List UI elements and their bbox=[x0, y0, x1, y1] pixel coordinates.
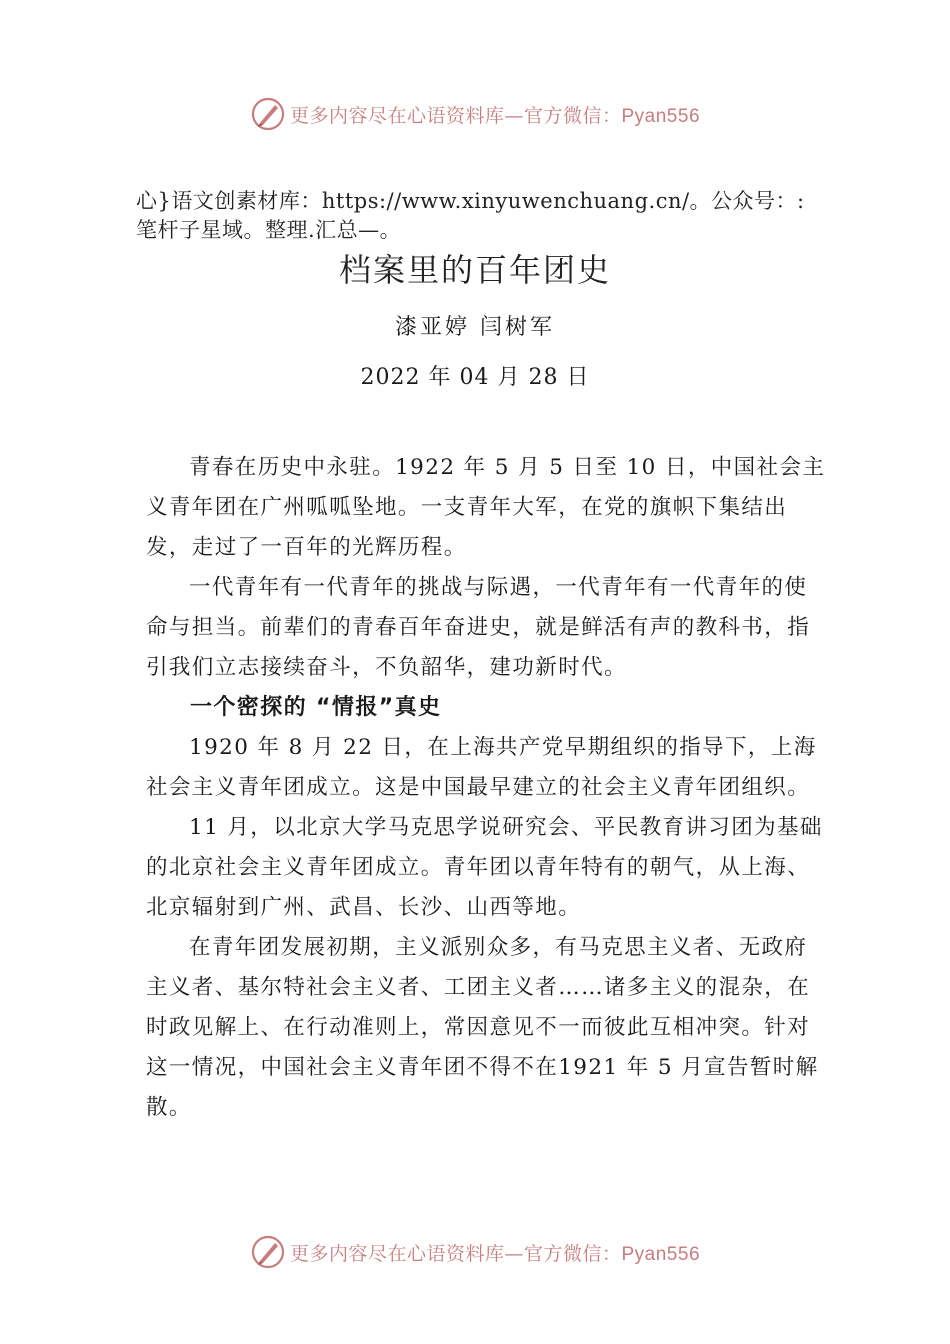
watermark-banner-top bbox=[0, 94, 950, 134]
paragraph: 在青年团发展初期，主义派别众多，有马克思主义者、无政府主义者、基尔特社会主义者、工团主义者……诸多主义的混杂，在时政见解上、在行动准则上，常因意见不一而彼此互相冲突。针对这一情况，中国社会主义青年团不得不在1921 年 5 月宣告暂时解散。 bbox=[146, 935, 819, 1120]
paragraph: 11 月，以北京大学马克思学说研究会、平民教育讲习团为基础的北京社会主义青年团成立。青年团以青年特有的朝气，从上海、北京辐射到广州、武昌、长沙、山西等地。 bbox=[146, 815, 823, 920]
paragraph: 一代青年有一代青年的挑战与际遇，一代青年有一代青年的使命与担当。前辈们的青春百年奋进史，就是鲜活有声的教科书，指引我们立志接续奋斗，不负韶华，建功新时代。 bbox=[146, 575, 811, 680]
watermark-banner-bottom bbox=[0, 1232, 950, 1272]
watermark-text: 更多内容尽在心语资料库—官方微信：Pyan556 bbox=[289, 104, 701, 127]
watermark-text: 更多内容尽在心语资料库—官方微信：Pyan556 bbox=[289, 1242, 701, 1265]
publish-date: 2022 年 04 月 28 日 bbox=[360, 365, 590, 390]
quill-logo-icon bbox=[250, 1234, 286, 1270]
authors: 漆亚婷 闫树军 bbox=[395, 315, 555, 340]
page-title: 档案里的百年团史 bbox=[338, 251, 611, 289]
article-body bbox=[146, 448, 826, 1128]
paragraph: 1920 年 8 月 22 日，在上海共产党早期组织的指导下，上海社会主义青年团成立。这是中国最早建立的社会主义青年团组织。 bbox=[146, 735, 817, 800]
section-heading: 一个密探的 “情报”真史 bbox=[190, 695, 442, 720]
paragraph: 青春在历史中永驻。1922 年 5 月 5 日至 10 日，中国社会主义青年团在广州呱呱坠地。一支青年大军，在党的旗帜下集结出发，走过了一百年的光辉历程。 bbox=[146, 455, 826, 560]
quill-logo-icon bbox=[250, 96, 286, 132]
source-note: 心}语文创素材库：https://www.xinyuwenchuang.cn/。公众号：:笔杆子星域。整理.汇总—。 bbox=[136, 189, 805, 242]
